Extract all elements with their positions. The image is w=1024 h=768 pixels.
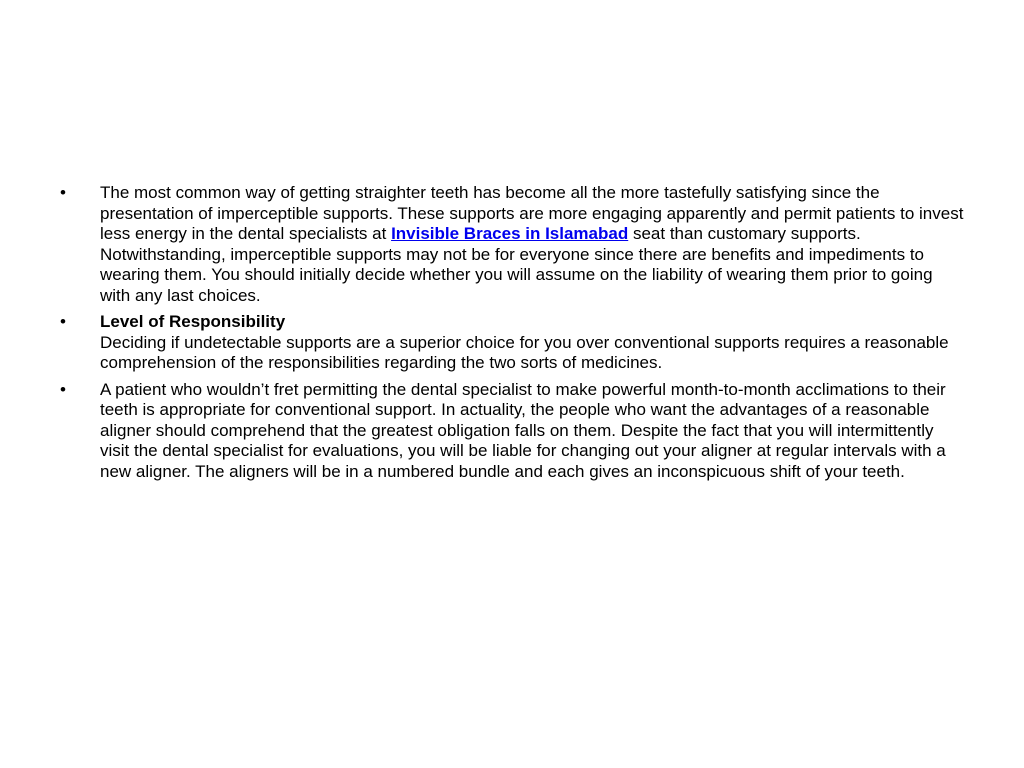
bullet-list (60, 183, 965, 488)
paragraph-text: A patient who wouldn’t fret permitting the dental specialist to make powerful month-to-month acclimations to their teeth is appropriate for conventional support. In actuality, the people who want the advantages of a reasonable aligner should comprehend that the greatest obligation falls on them. Despite the fact that you will intermittently visit the dental specialist for evaluations, you will be liable for changing out your aligner at regular intervals with a new aligner. The aligners will be in a numbered bundle and each gives an inconspicuous shift of your teeth. (100, 379, 946, 481)
list-item (60, 312, 965, 374)
invisible-braces-link[interactable]: Invisible Braces in Islamabad (391, 224, 629, 243)
paragraph-text: The most common way of getting straighter teeth has become all the more tastefully satisfying since the presentation of imperceptible supports. These supports are more engaging apparently and permit patients to invest less energy in the dental specialists at (100, 183, 964, 243)
paragraph-text: Deciding if undetectable supports are a superior choice for you over conventional supports requires a reasonable comprehension of the responsibilities regarding the two sorts of medicines. (100, 332, 949, 372)
bullet-marker: • (60, 379, 66, 399)
paragraph-text: seat than customary supports. Notwithstanding, imperceptible supports may not be for everyone since there are benefits and impediments to wearing them. You should initially decide whether you will assume on the liability of wearing them prior to going with any last choices. (100, 224, 933, 305)
list-item (60, 183, 965, 306)
bullet-marker: • (60, 312, 66, 331)
bullet-marker: • (60, 183, 66, 202)
list-item (60, 380, 965, 483)
section-heading: Level of Responsibility (100, 312, 286, 331)
